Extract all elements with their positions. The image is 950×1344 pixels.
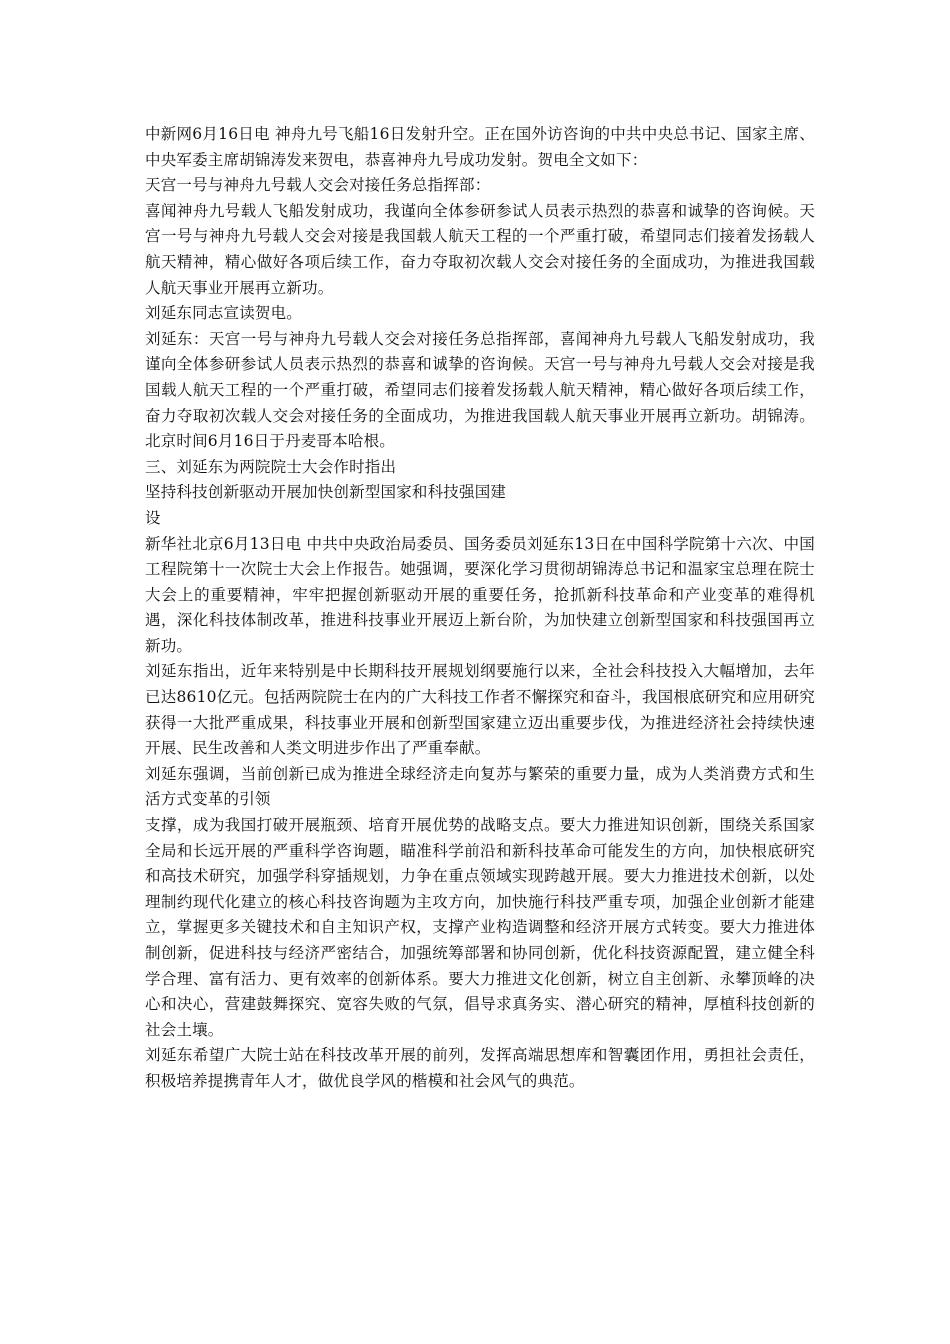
paragraph-xinhua: 新华社北京6月13日电 中共中央政治局委员、国务委员刘延东13日在中国科学院第十六次、中国工程院第十一次院士大会上作报告。她强调，要深化学习贯彻胡锦涛总书记和温家宝总理在院士大会上的重要精神，牢牢把握创新驱动开展的重要任务，抢抓新科技革命和产业变革的难得机遇，深化科技体制改革，推进科技事业开展迈上新台阶，为加快建立创新型国家和科技强国再立新功。 — [145, 534, 815, 655]
paragraph-liu-reading: 刘延东：天宫一号与神舟九号载人交会对接任务总指挥部，喜闻神舟九号载人飞船发射成功，我谨向全体参研参试人员表示热烈的恭喜和诚挚的咨询候。天宫一号与神舟九号载人交会对接是我国载人航天工程的一个严重打破，希望同志们接着发扬载人航天精神，精心做好各项后续工作，奋力夺取初次载人交会对接任务的全面成功，为推进我国载人航天事业开展再立新功。胡锦涛。北京时间6月16日于丹麦哥本哈根。 — [145, 329, 815, 451]
document-body — [145, 122, 815, 1095]
paragraph-liu-points-out: 刘延东指出，近年来特别是中长期科技开展规划纲要施行以来，全社会科技投入大幅增加，去年已达8610亿元。包括两院院士在内的广大科技工作者不懈探究和奋斗，我国根底研究和应用研究获得一大批严重成果，科技事业开展和创新型国家建立迈出重要步伐，为推进经济社会持续快速开展、民生改善和人类文明进步作出了严重奉献。 — [145, 662, 815, 758]
section-heading: 三、刘延东为两院院士大会作时指出 — [145, 457, 397, 476]
subheading-line-1: 坚持科技创新驱动开展加快创新型国家和科技强国建 — [145, 483, 507, 502]
paragraph-liu-hopes: 刘延东希望广大院士站在科技改革开展的前列，发挥高端思想库和智囊团作用，勇担社会责任，积极培养提携青年人才，做优良学风的楷模和社会风气的典范。 — [145, 1046, 815, 1090]
paragraph-reading: 刘延东同志宣读贺电。 — [145, 304, 303, 323]
paragraph-intro: 中新网6月16日电 神舟九号飞船16日发射升空。正在国外访咨询的中共中央总书记、国家主席、中央军委主席胡锦涛发来贺电，恭喜神舟九号成功发射。贺电全文如下： — [145, 125, 815, 169]
subheading-line-2: 设 — [145, 508, 161, 527]
paragraph-support: 支撑，成为我国打破开展瓶颈、培育开展优势的战略支点。要大力推进知识创新，围绕关系国家全局和长远开展的严重科学咨询题，瞄准科学前沿和新科技革命可能发生的方向，加快根底研究和高技术研究，加强学科穿插规划，力争在重点领域实现跨越开展。要大力推进技术创新，以处理制约现代化建立的核心科技咨询题为主攻方向，加快施行科技严重专项，加强企业创新才能建立，掌握更多关键技术和自主知识产权，支撑产业构造调整和经济开展方式转变。要大力推进体制创新，促进科技与经济严密结合，加强统筹部署和协同创新，优化科技资源配置，建立健全科学合理、富有活力、更有效率的创新体系。要大力推进文化创新，树立自主创新、永攀顶峰的决心和决心，营建鼓舞探究、宽容失败的气氛，倡导求真务实、潜心研究的精神，厚植科技创新的社会土壤。 — [145, 816, 815, 1039]
paragraph-telegram: 喜闻神舟九号载人飞船发射成功，我谨向全体参研参试人员表示热烈的恭喜和诚挚的咨询候。天宫一号与神舟九号载人交会对接是我国载人航天工程的一个严重打破，希望同志们接着发扬载人航天精神，精心做好各项后续工作，奋力夺取初次载人交会对接任务的全面成功，为推进我国载人航天事业开展再立新功。 — [145, 201, 815, 297]
paragraph-addressee: 天宫一号与神舟九号载人交会对接任务总指挥部： — [145, 176, 491, 195]
paragraph-liu-emphasizes: 刘延东强调，当前创新已成为推进全球经济走向复苏与繁荣的重要力量，成为人类消费方式和生活方式变革的引领 — [145, 764, 815, 809]
